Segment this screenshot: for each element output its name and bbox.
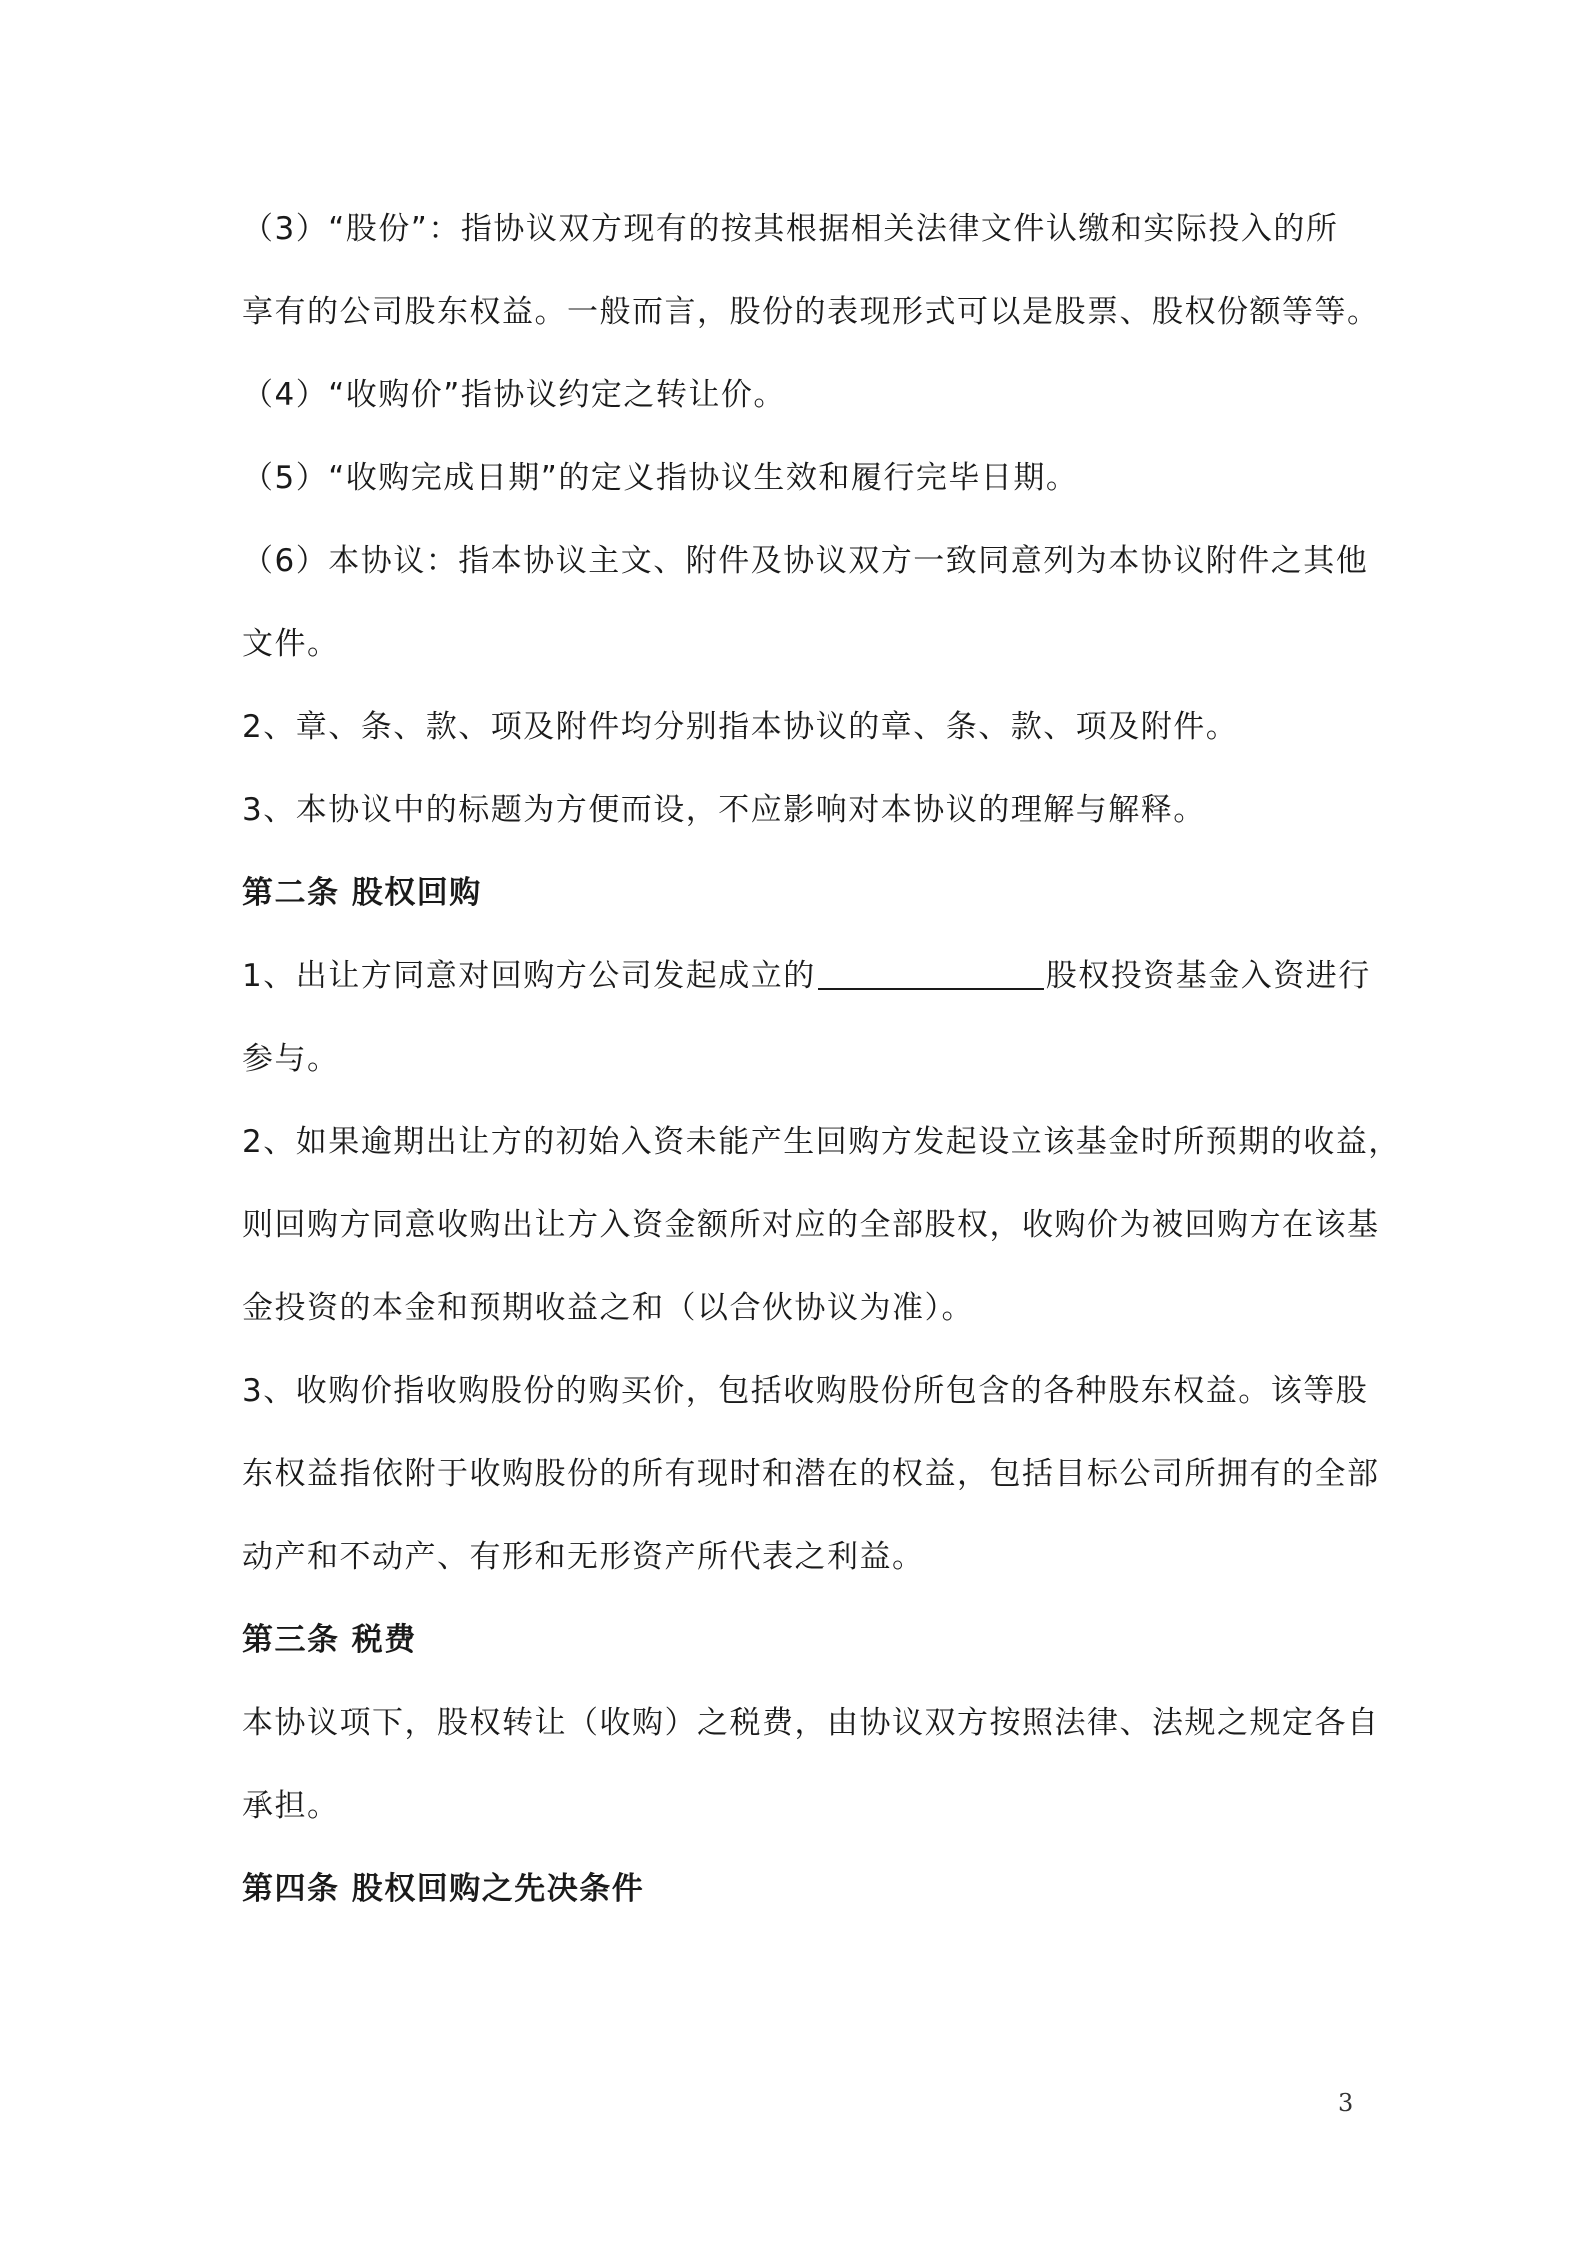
paragraph-line: （4）“收购价”指协议约定之转让价。 — [242, 377, 786, 413]
section-heading: 第二条 股权回购 — [242, 875, 482, 911]
clause-text: 股权投资基金入资进行 — [1045, 958, 1371, 994]
fill-in-blank — [818, 958, 1044, 990]
paragraph-line: 参与。 — [242, 1041, 340, 1077]
paragraph-line: 本协议项下，股权转让（收购）之税费，由协议双方按照法律、法规之规定各自 — [242, 1705, 1380, 1741]
paragraph-line: 2、如果逾期出让方的初始入资未能产生回购方发起设立该基金时所预期的收益， — [242, 1124, 1401, 1160]
page-number: 3 — [1338, 2089, 1354, 2117]
paragraph-line: 享有的公司股东权益。一般而言，股份的表现形式可以是股票、股权份额等等。 — [242, 294, 1380, 330]
section-heading: 第三条 税费 — [242, 1622, 417, 1658]
paragraph-line: 文件。 — [242, 626, 340, 662]
section-heading: 第四条 股权回购之先决条件 — [242, 1871, 645, 1907]
paragraph-line: 3、收购价指收购股份的购买价，包括收购股份所包含的各种股东权益。该等股 — [242, 1373, 1369, 1409]
paragraph-line: 动产和不动产、有形和无形资产所代表之利益。 — [242, 1539, 925, 1575]
paragraph-line: （5）“收购完成日期”的定义指协议生效和履行完毕日期。 — [242, 460, 1079, 496]
paragraph-line: 承担。 — [242, 1788, 340, 1824]
paragraph-line: 2、章、条、款、项及附件均分别指本协议的章、条、款、项及附件。 — [242, 709, 1239, 745]
paragraph-line: 金投资的本金和预期收益之和（以合伙协议为准）。 — [242, 1290, 974, 1326]
clause-text: 1、出让方同意对回购方公司发起成立的 — [242, 958, 816, 994]
paragraph-line: 东权益指依附于收购股份的所有现时和潜在的权益，包括目标公司所拥有的全部 — [242, 1456, 1380, 1492]
paragraph-line: 则回购方同意收购出让方入资金额所对应的全部股权，收购价为被回购方在该基 — [242, 1207, 1380, 1243]
paragraph-line: （6）本协议：指本协议主文、附件及协议双方一致同意列为本协议附件之其他 — [242, 543, 1369, 579]
clause-line-with-blank — [242, 954, 1371, 998]
paragraph-line: （3）“股份”：指协议双方现有的按其根据相关法律文件认缴和实际投入的所 — [242, 211, 1339, 247]
paragraph-line: 3、本协议中的标题为方便而设，不应影响对本协议的理解与解释。 — [242, 792, 1206, 828]
